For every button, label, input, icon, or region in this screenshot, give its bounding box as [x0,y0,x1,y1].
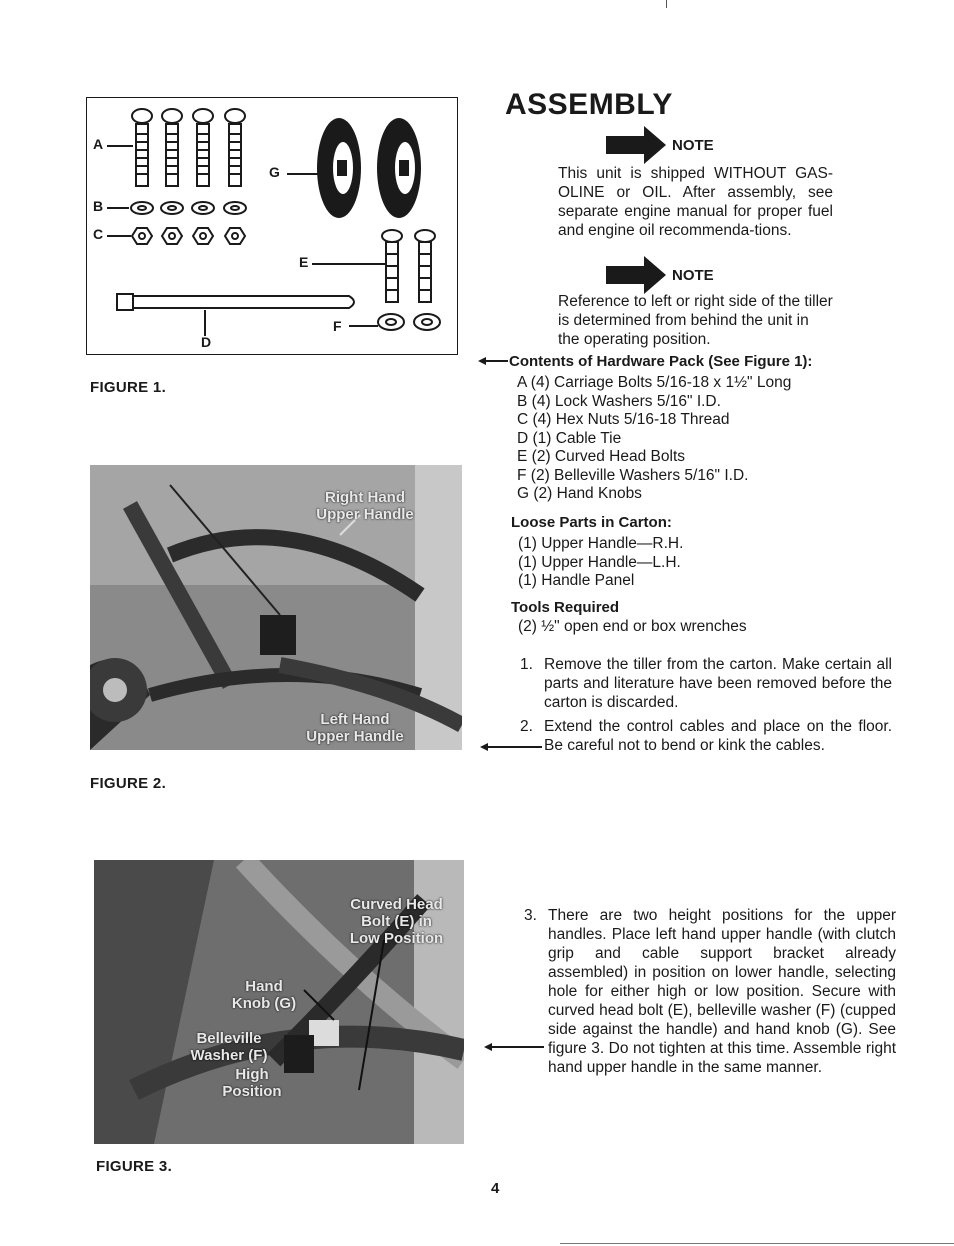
arrow-right-icon [606,256,666,294]
note2-header [606,256,714,294]
label-high-position: High Position [222,1066,282,1100]
list-item: B (4) Lock Washers 5/16" I.D. [517,392,721,410]
note1-label: NOTE [672,136,714,154]
label-left-hand-upper-handle: Left Hand Upper Handle [306,711,404,745]
list-item: G (2) Hand Knobs [517,485,642,502]
step-text: Extend the control cables and place on the floor. Be careful not to bend or kink the cables. [544,718,892,754]
loose-parts-list [518,535,683,591]
pointer-arrow-icon [478,356,508,366]
step-number: 2. [520,718,533,735]
list-item: C (4) Hex Nuts 5/16-18 Thread [517,411,730,428]
figure1-top-rule [86,97,458,98]
page-title: ASSEMBLY [505,88,673,121]
step-number: 1. [520,656,533,673]
arrow-right-icon [606,126,666,164]
label-c: C [93,226,104,242]
label-hand-knob: Hand Knob (G) [231,978,297,1012]
figure1-caption: FIGURE 1. [90,379,167,396]
page-number: 4 [491,1180,500,1197]
step-2 [520,717,892,755]
list-item: (1) Upper Handle—R.H. [518,535,684,552]
figure3-photo [94,860,464,1144]
figure2-photo [90,465,462,750]
label-e: E [299,254,309,270]
step-text: Remove the tiller from the carton. Make certain all parts and literature have been removed before the carton is discarded. [544,656,892,711]
hardware-illustration [87,98,456,353]
label-g: G [269,164,280,180]
list-item: (1) Handle Panel [518,572,635,589]
label-a: A [93,136,104,152]
scan-mark-top [666,0,667,8]
figure1-drawing [86,97,458,355]
list-item: (1) Upper Handle—L.H. [518,553,681,571]
label-f: F [333,318,342,334]
step-number: 3. [524,907,537,924]
label-curved-head-bolt: Curved Head Bolt (E) in Low Position [349,896,444,947]
label-belleville-washer: Belleville Washer (F) [190,1030,268,1064]
tools-heading: Tools Required [511,599,620,616]
list-item: D (1) Cable Tie [517,429,622,447]
label-d: D [201,334,212,350]
step-text: There are two height positions for the upper handles. Place left hand upper handle (with clutch grip and cable support bracket already assembled) in position on lower handle, selecting hole for either high or low position. Secure with curved head bolt (E), belleville washer (F) (cupped side against the handle) and hand knob (G). See figure 3. Do not tighten at this time. Assemble right hand upper handle in the same manner. [548,907,896,1076]
step-1 [520,655,892,712]
list-item: F (2) Belleville Washers 5/16" I.D. [517,466,749,484]
figure3-caption: FIGURE 3. [96,1158,173,1175]
step-3 [524,906,896,1077]
label-right-hand-upper-handle: Right Hand Upper Handle [316,489,414,523]
tools-item: (2) ½" open end or box wrenches [518,618,747,635]
list-item: E (2) Curved Head Bolts [517,448,685,465]
note2-text: Reference to left or right side of the tiller is determined from behind the unit in the operating position. [558,293,833,348]
note1-text: This unit is shipped WITHOUT GAS-OLINE or OIL. After assembly, see separate engine manual for proper fuel and engine oil recommenda-tions. [558,165,833,239]
figure2-caption: FIGURE 2. [90,775,167,792]
loose-parts-heading: Loose Parts in Carton: [511,514,672,531]
note1-header [606,126,714,164]
scan-mark-bottom [560,1243,954,1244]
hardware-list [517,374,791,504]
note2-label: NOTE [672,266,714,284]
list-item: A (4) Carriage Bolts 5/16-18 x 1½" Long [517,374,792,391]
hardware-heading: Contents of Hardware Pack (See Figure 1): [509,353,813,370]
label-b: B [93,198,104,214]
